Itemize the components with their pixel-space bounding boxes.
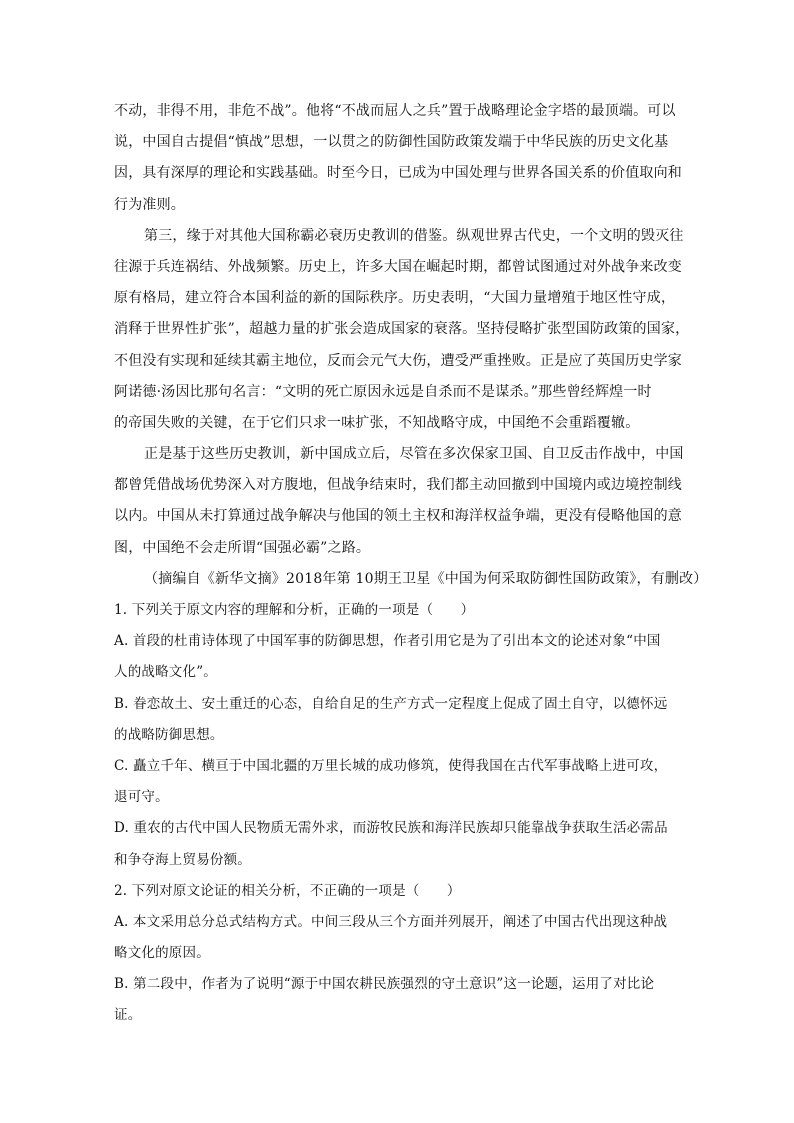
text-line: 因，具有深厚的理论和实践基础。时至今日，已成为中国处理与世界各国关系的价值取向和: [114, 165, 682, 182]
text-line: 不动，非得不用，非危不战”。他将“不战而屈人之兵”置于战略理论金字塔的最顶端。可以: [114, 103, 676, 119]
option-line: C. 矗立千年、横亘于中国北疆的万里长城的成功修筑，使得我国在古代军事战略上进可攻，: [114, 757, 668, 774]
text-line: 图，中国绝不会走所谓“国强必霸”之路。: [114, 539, 371, 556]
paragraph-3: [114, 439, 682, 564]
text-line: 正是基于这些历史教训，新中国成立后，尽管在多次保家卫国、自卫反击作战中，中国: [144, 446, 684, 463]
option-line: B. 眷恋故土、安土重迁的心态，自给自足的生产方式一定程度上促成了固土自守，以德怀远: [114, 695, 668, 712]
option-line: D. 重农的古代中国人民物质无需外求，而游牧民族和海洋民族却只能靠战争获取生活必需品: [114, 820, 668, 837]
option-d: [114, 813, 682, 875]
question-2: [114, 876, 682, 1032]
paragraph-2: [114, 221, 690, 439]
option-line: B. 第二段中，作者为了说明“源于中国农耕民族强烈的守土意识”这一论题，运用了对比论: [114, 976, 655, 993]
question-1: [114, 595, 682, 876]
text-line: 消释于世界性扩张”，超越力量的扩张会造成国家的衰落。坚持侵略扩张型国防政策的国家，: [114, 321, 690, 338]
option-line: 的战略防御思想。: [114, 726, 224, 743]
option-b: [114, 969, 682, 1031]
question-stem: 2. 下列对原文论证的相关分析，不正确的一项是（ ）: [114, 882, 461, 899]
source-note: （摘编自《新华文摘》2018年第 10期王卫星《中国为何采取防御性国防政策》，有删改）: [144, 570, 708, 587]
text-line: 行为准则。: [114, 196, 185, 213]
text-line: 往源于兵连祸结、外战频繁。历史上，许多大国在崛起时期，都曾试图通过对外战争来改变: [114, 258, 682, 275]
text-line: 阿诺德·汤因比那句名言：“文明的死亡原因永远是自杀而不是谋杀。”那些曾经辉煌一时: [114, 383, 652, 400]
option-line: 退可守。: [114, 789, 169, 806]
text-line: 不但没有实现和延续其霸主地位，反而会元气大伤，遭受严重挫败。正是应了英国历史学家: [114, 352, 682, 369]
document-page: [114, 96, 708, 1032]
text-line: 都曾凭借战场优势深入对方腹地，但战争结束时，我们都主动回撤到中国境内或边境控制线: [114, 477, 682, 494]
option-line: 略文化的原因。: [114, 945, 210, 962]
option-line: A. 首段的杜甫诗体现了中国军事的防御思想，作者引用它是为了引出本文的论述对象“中国: [114, 633, 661, 650]
option-line: A. 本文采用总分总式结构方式。中间三段从三个方面并列展开，阐述了中国古代出现这种战: [114, 913, 668, 930]
text-line: 以内。中国从未打算通过战争解决与他国的领土主权和海洋权益争端，更没有侵略他国的意: [114, 508, 682, 525]
option-line: 人的战略文化”。: [114, 664, 218, 681]
option-a: [114, 626, 682, 688]
option-b: [114, 689, 682, 751]
option-a: [114, 907, 682, 969]
option-line: 和争夺海上贸易份额。: [114, 851, 251, 868]
option-c: [114, 751, 682, 813]
text-line: 第三，缘于对其他大国称霸必衰历史教训的借鉴。纵观世界古代史，一个文明的毁灭往: [144, 227, 684, 244]
text-line: 的帝国失败的关键，在于它们只求一味扩张，不知战略守成，中国绝不会重蹈覆辙。: [114, 414, 640, 431]
text-line: 原有格局，建立符合本国利益的新的国际秩序。历史表明，“大国力量增殖于地区性守成，: [114, 290, 676, 307]
paragraph-1: [114, 96, 682, 221]
option-line: 证。: [114, 1007, 142, 1024]
text-line: 说，中国自古提倡“慎战”思想，一以贯之的防御性国防政策发端于中华民族的历史文化基: [114, 134, 669, 151]
question-stem: 1. 下列关于原文内容的理解和分析，正确的一项是（ ）: [114, 602, 475, 618]
